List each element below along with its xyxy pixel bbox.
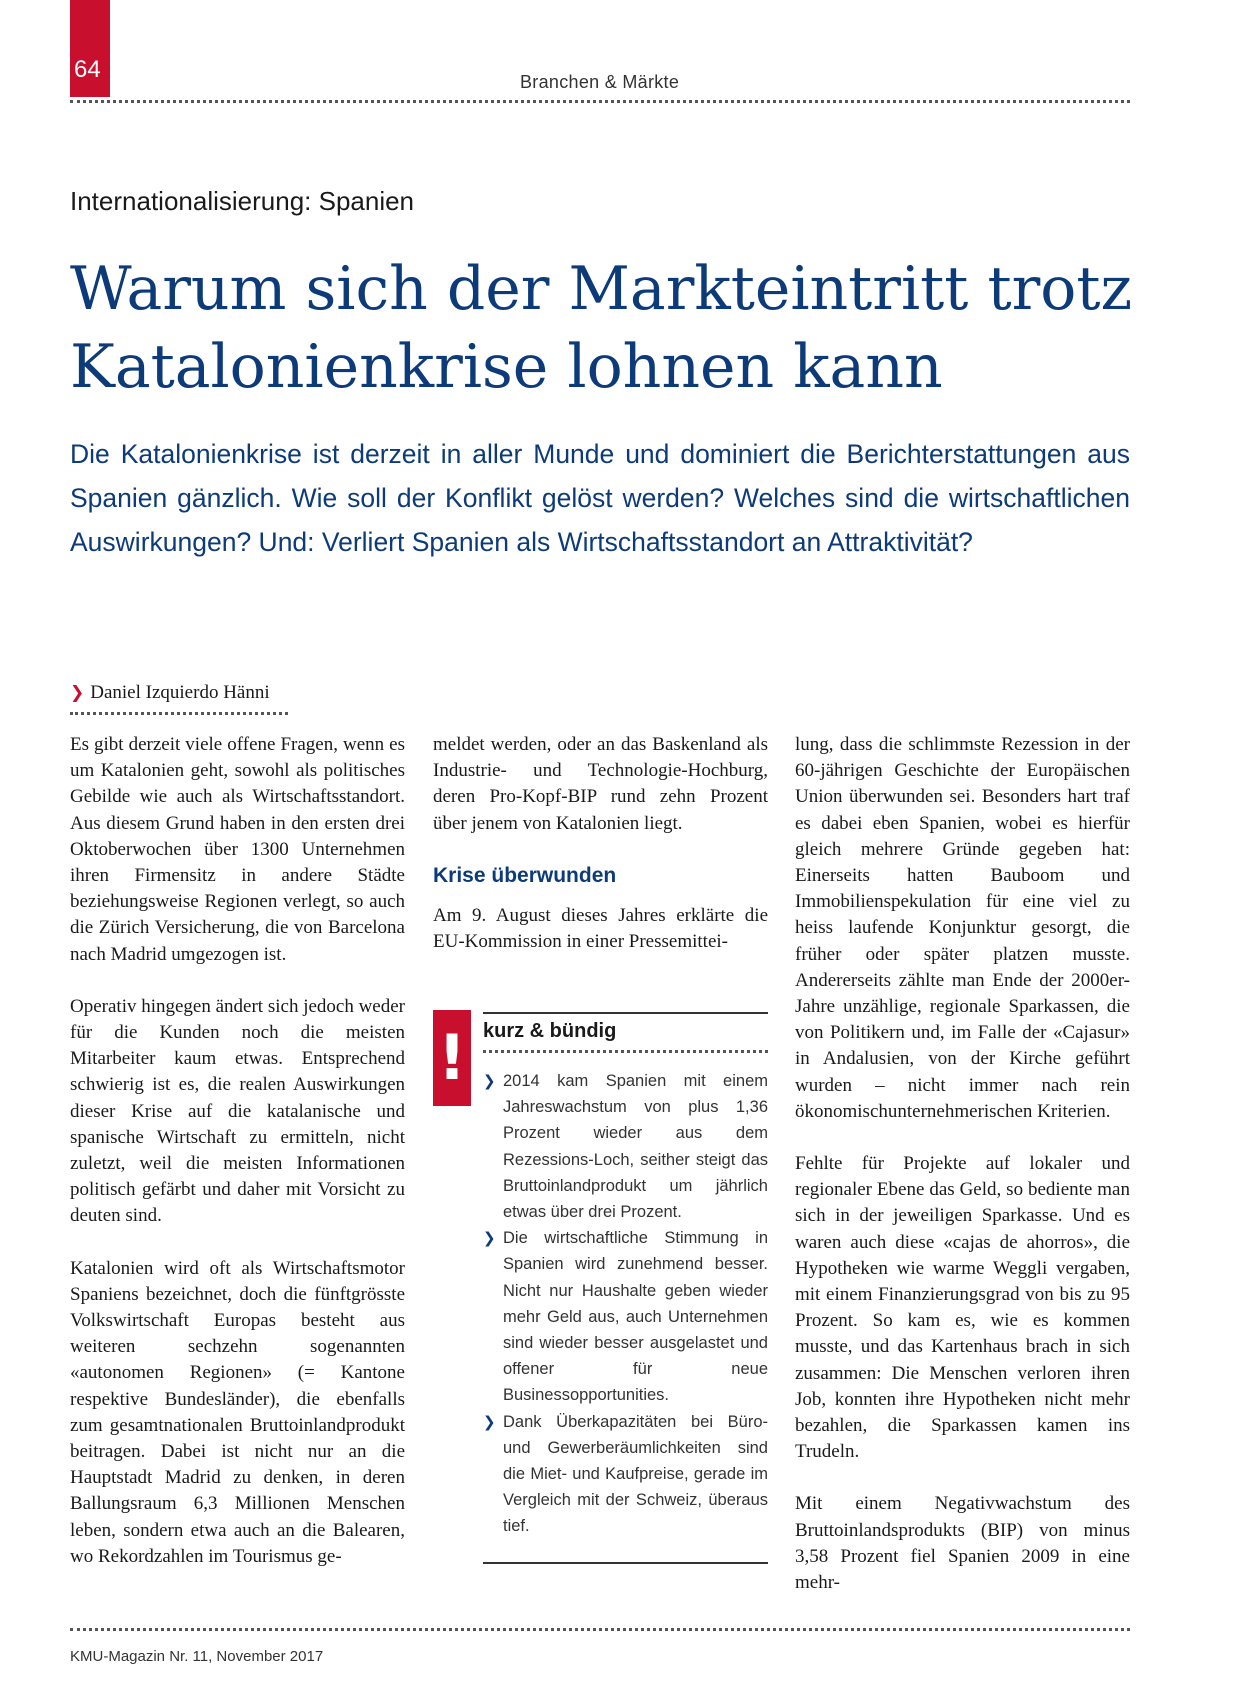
author-divider <box>70 712 288 715</box>
section-label: Branchen & Märkte <box>520 72 680 92</box>
paragraph: Fehlte für Projekte auf lokaler und regionaler Ebene das Geld, so bediente man sich in der jeweiligen Sparkasse. Und es waren auch diese «cajas de ahorros», die Hypotheken wie warme Weggli vergaben, mit einem Finanzierungsgrad von bis zu 95 Prozent. So kam es, wie es kommen musste, und das Kartenhaus brach in sich zusammen: Die Menschen verloren ihren Job, konnten ihre Hypotheken nicht mehr bezahlen, die Sparkassen kamen ins Trudeln. <box>795 1153 1130 1463</box>
box-divider <box>483 1050 768 1053</box>
list-item-text: 2014 kam Spanien mit einem Jahreswachstum von plus 1,36 Prozent wieder aus dem Rezessions-Loch, seither steigt das Bruttoinlandprodukt um jährlich etwas über drei Prozent. <box>503 1072 768 1222</box>
list-item <box>483 1409 768 1540</box>
chevron-right-icon: ❯ <box>70 683 85 703</box>
paragraph: Am 9. August dieses Jahres erklärte die EU-Kommission in einer Pressemittei- <box>433 904 768 953</box>
paragraph: Es gibt derzeit viele offene Fragen, wenn es um Katalonien geht, sowohl als politisches Gebilde wie auch als Wirtschaftsstandort. Aus diesem Grund haben in den ersten drei Oktoberwochen über 1300 Unternehmen ihren Firmensitz in andere Städte beziehungsweise Regionen verlegt, so auch die Zürich Versicherung, die von Barcelona nach Madrid umgezogen ist. <box>70 734 405 965</box>
paragraph: meldet werden, oder an das Baskenland als Industrie- und Technologie-Hochburg, deren Pro-Kopf-BIP rund zehn Prozent über jenem von Katalonien liegt. <box>433 734 768 834</box>
summary-list <box>483 1068 768 1540</box>
list-item-text: Die wirtschaftliche Stimmung in Spanien wird zunehmend besser. Nicht nur Haushalte geben wieder mehr Geld aus, auch Unternehmen sind wieder besser ausgelastet und offener für neue Businessopportunities. <box>503 1229 768 1405</box>
summary-box <box>433 1010 768 1566</box>
paragraph: Mit einem Negativwachstum des Bruttoinlandsprodukts (BIP) von minus 3,58 Prozent fiel Spanien 2009 in eine mehr- <box>795 1493 1130 1594</box>
exclamation-icon: ! <box>437 1021 467 1094</box>
box-bottom-rule <box>483 1562 768 1564</box>
article-lead: Die Katalonienkrise ist derzeit in aller Munde und dominiert die Berichterstattungen aus Spanien gänzlich. Wie soll der Konflikt gelöst werden? Welches sind die wirtschaftlichen Auswirkungen? Und: Verliert Spanien als Wirtschaftsstandort an Attraktivität? <box>70 439 1130 557</box>
page-number: 64 <box>74 56 101 83</box>
header-divider <box>70 100 1130 103</box>
article-kicker: Internationalisierung: Spanien <box>70 186 415 216</box>
footer-text: KMU-Magazin Nr. 11, November 2017 <box>70 1648 324 1665</box>
footer-divider <box>70 1628 1130 1631</box>
author-byline <box>70 682 270 704</box>
list-item <box>483 1068 768 1225</box>
article-column-2 <box>433 732 768 981</box>
list-item-text: Dank Überkapazitäten bei Büro- und Gewerberäumlichkeiten sind die Miet- und Kaufpreise, gerade im Vergleich mit der Schweiz, überaus tief. <box>503 1412 768 1536</box>
chevron-right-icon: ❯ <box>483 1412 496 1431</box>
paragraph: Katalonien wird oft als Wirtschaftsmotor Spaniens bezeichnet, doch die fünftgrösste Volkswirtschaft Europas besteht aus weiteren sechzehn sogenannten «autonomen Regionen» (= Kantone respektive Bundesländer), die ebenfalls zum gesamtnationalen Bruttoinlandprodukt beitragen. Dabei ist nicht nur an die Hauptstadt Madrid zu denken, in deren Ballungsraum 6,3 Millionen Menschen leben, sondern etwa auch an die Balearen, wo Rekordzahlen im Tourismus ge- <box>70 1257 405 1567</box>
subheading: Krise überwunden <box>433 863 617 887</box>
chevron-right-icon: ❯ <box>483 1072 496 1090</box>
box-title: kurz & bündig <box>483 1020 617 1042</box>
author-name: Daniel Izquierdo Hänni <box>90 682 270 703</box>
alert-bar <box>433 1010 471 1106</box>
box-top-rule <box>483 1012 768 1014</box>
paragraph: Operativ hingegen ändert sich jedoch weder für die Kunden noch die meisten Mitarbeiter kaum etwas. Entsprechend schwierig ist es, die realen Auswirkungen dieser Krise auf die katalanische und spanische Wirtschaft zu ermitteln, nicht zuletzt, weil die meisten Informationen politisch gefärbt und daher mit Vorsicht zu deuten sind. <box>70 995 406 1227</box>
chevron-right-icon: ❯ <box>483 1229 496 1248</box>
article-headline: Warum sich der Markteintritt trotz Katalonienkrise lohnen kann <box>70 254 1133 402</box>
article-column-1 <box>70 732 405 1596</box>
paragraph: lung, dass die schlimmste Rezession in der 60-jährigen Geschichte der Europäischen Union überwunden sei. Besonders hart traf es dabei eben Spanien, wobei es hierfür gleich mehrere Gründe gegeben hat: Einerseits hatten Bauboom und Immobilienspekulation für eine viel zu heiss laufende Konjunktur gesorgt, die früher oder später platzen musste. Andererseits zählte man Ende der 2000er-Jahre unzählige, regionale Sparkassen, die von Politikern und, im Falle der «Cajasur» in Andalusien, von der Kirche geführt wurden – nicht immer nach rein ökonomischunternehmerischen Kriterien. <box>795 734 1130 1122</box>
article-column-3 <box>795 732 1130 1622</box>
list-item <box>483 1225 768 1408</box>
